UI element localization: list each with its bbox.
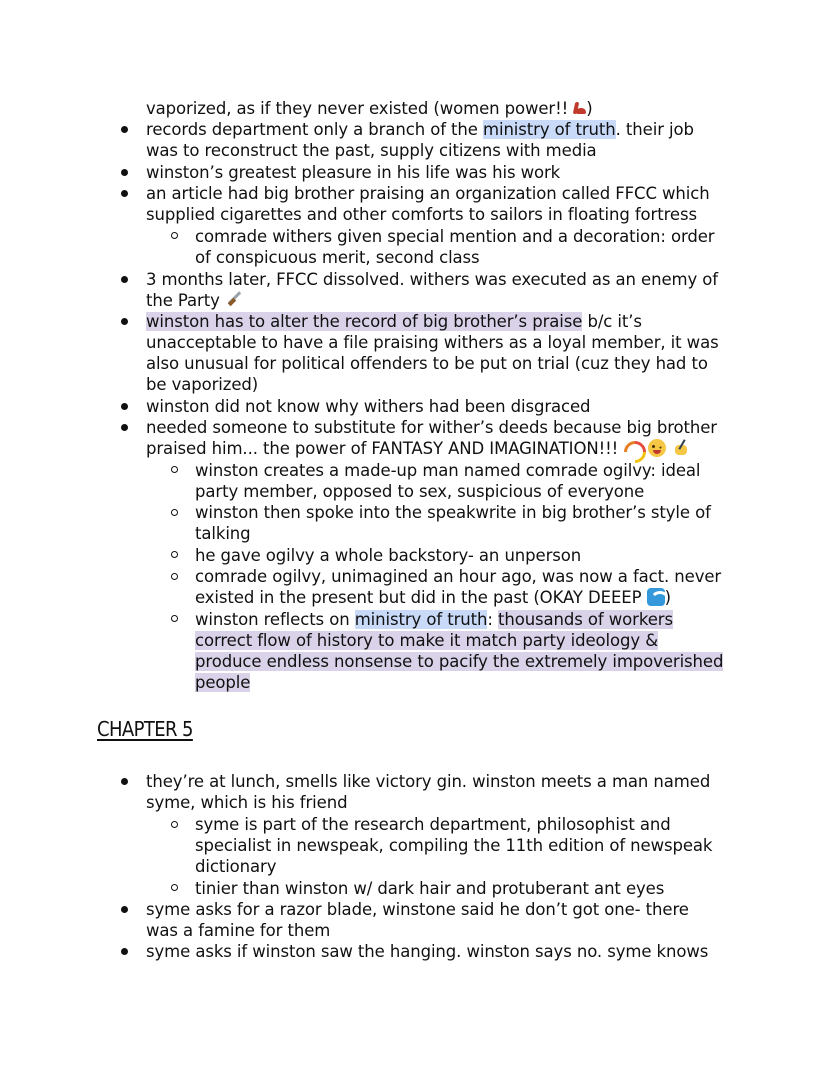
list-item-line: praised him... the power of FANTASY AND IMAGINATION!!! [146, 438, 690, 459]
sub-list-item-line [195, 630, 658, 651]
sub-bullet-marker [171, 884, 178, 891]
sub-list-item: comrade withers given special mention and a decoration: order [195, 227, 715, 246]
list-item: syme asks for a razor blade, winstone said he don’t got one- there [146, 900, 689, 919]
list-item-line: supplied cigarettes and other comforts to sailors in floating fortress [146, 205, 697, 224]
water-wave-icon [647, 588, 665, 606]
list-item-line: unacceptable to have a file praising withers as a loyal member, it was [146, 333, 719, 352]
winking-face-icon [648, 439, 666, 457]
sub-list-item-line [195, 672, 250, 693]
list-item-line: also unusual for political offenders to be put on trial (cuz they had to [146, 354, 708, 373]
bullet-marker [121, 169, 128, 176]
dagger-icon [225, 291, 243, 309]
sub-list-item-line: dictionary [195, 857, 277, 876]
list-item: records department only a branch of the ministry of truth. their job [146, 120, 694, 139]
sub-list-item: syme is part of the research department, philosophist and [195, 815, 671, 834]
writing-hand-icon [672, 439, 690, 457]
bullet-marker [121, 126, 128, 133]
sub-list-item: winston creates a made-up man named comrade ogilvy: ideal [195, 461, 701, 480]
sub-list-item: he gave ogilvy a whole backstory- an unperson [195, 546, 582, 565]
highlight-blue: ministry of truth [482, 120, 616, 139]
sub-list-item: winston then spoke into the speakwrite in big brother’s style of [195, 503, 711, 522]
list-item-line: be vaporized) [146, 375, 259, 394]
list-item-line: syme, which is his friend [146, 793, 348, 812]
list-item: needed someone to substitute for wither’s deeds because big brother [146, 418, 717, 437]
list-item-continuation: vaporized, as if they never existed (women power!! ) [146, 99, 593, 118]
list-item: 3 months later, FFCC dissolved. withers was executed as an enemy of [146, 270, 718, 289]
sub-list-item: comrade ogilvy, unimagined an hour ago, was now a fact. never [195, 567, 722, 586]
sub-bullet-marker [171, 821, 178, 828]
highlight-purple: winston has to alter the record of big brother’s praise [146, 312, 583, 331]
bullet-marker [121, 318, 128, 325]
sub-list-item-line: talking [195, 524, 251, 543]
list-item: winston has to alter the record of big brother’s praise b/c it’s [146, 312, 642, 331]
sub-list-item-line: specialist in newspeak, compiling the 11th edition of newspeak [195, 836, 713, 855]
sub-list-item: winston reflects on ministry of truth: thousands of workers [195, 610, 673, 629]
bullet-marker [121, 403, 128, 410]
bullet-marker [121, 424, 128, 431]
bullet-marker [121, 948, 128, 955]
list-item: syme asks if winston saw the hanging. winston says no. syme knows [146, 942, 709, 961]
list-item: winston’s greatest pleasure in his life was his work [146, 163, 561, 182]
highlight-purple: produce endless nonsense to pacify the extremely impoverished [195, 652, 724, 671]
line-text: vaporized, as if they never existed (women power!! [146, 99, 574, 118]
list-item: winston did not know why withers had been disgraced [146, 397, 591, 416]
highlight-blue: ministry of truth [354, 610, 488, 629]
sub-bullet-marker [171, 573, 178, 580]
sub-list-item-line: existed in the present but did in the past (OKAY DEEEP ) [195, 588, 671, 607]
bullet-marker [121, 190, 128, 197]
bullet-marker [121, 276, 128, 283]
chapter-heading: CHAPTER 5 [97, 717, 193, 741]
sub-bullet-marker [171, 551, 178, 558]
sub-list-item: tinier than winston w/ dark hair and protuberant ant eyes [195, 879, 665, 898]
list-item: an article had big brother praising an organization called FFCC which [146, 184, 710, 203]
high-heel-icon [573, 101, 586, 116]
sub-list-item-line: of conspicuous merit, second class [195, 248, 480, 267]
bullet-marker [121, 906, 128, 913]
sub-list-item-line: party member, opposed to sex, suspicious of everyone [195, 482, 645, 501]
highlight-purple: correct flow of history to make it match party ideology & [195, 631, 658, 650]
bullet-marker [121, 778, 128, 785]
list-item-line: was a famine for them [146, 921, 331, 940]
list-item-line: the Party [146, 290, 243, 311]
highlight-purple: people [195, 673, 251, 692]
sub-list-item-line [195, 651, 723, 672]
list-item-line: was to reconstruct the past, supply citizens with media [146, 141, 597, 160]
sub-bullet-marker [171, 232, 178, 239]
highlight-purple: thousands of workers [497, 610, 673, 629]
sub-bullet-marker [171, 509, 178, 516]
sub-bullet-marker [171, 615, 178, 622]
sub-bullet-marker [171, 466, 178, 473]
list-item: they’re at lunch, smells like victory gin. winston meets a man named [146, 772, 711, 791]
rainbow-icon [623, 439, 643, 457]
